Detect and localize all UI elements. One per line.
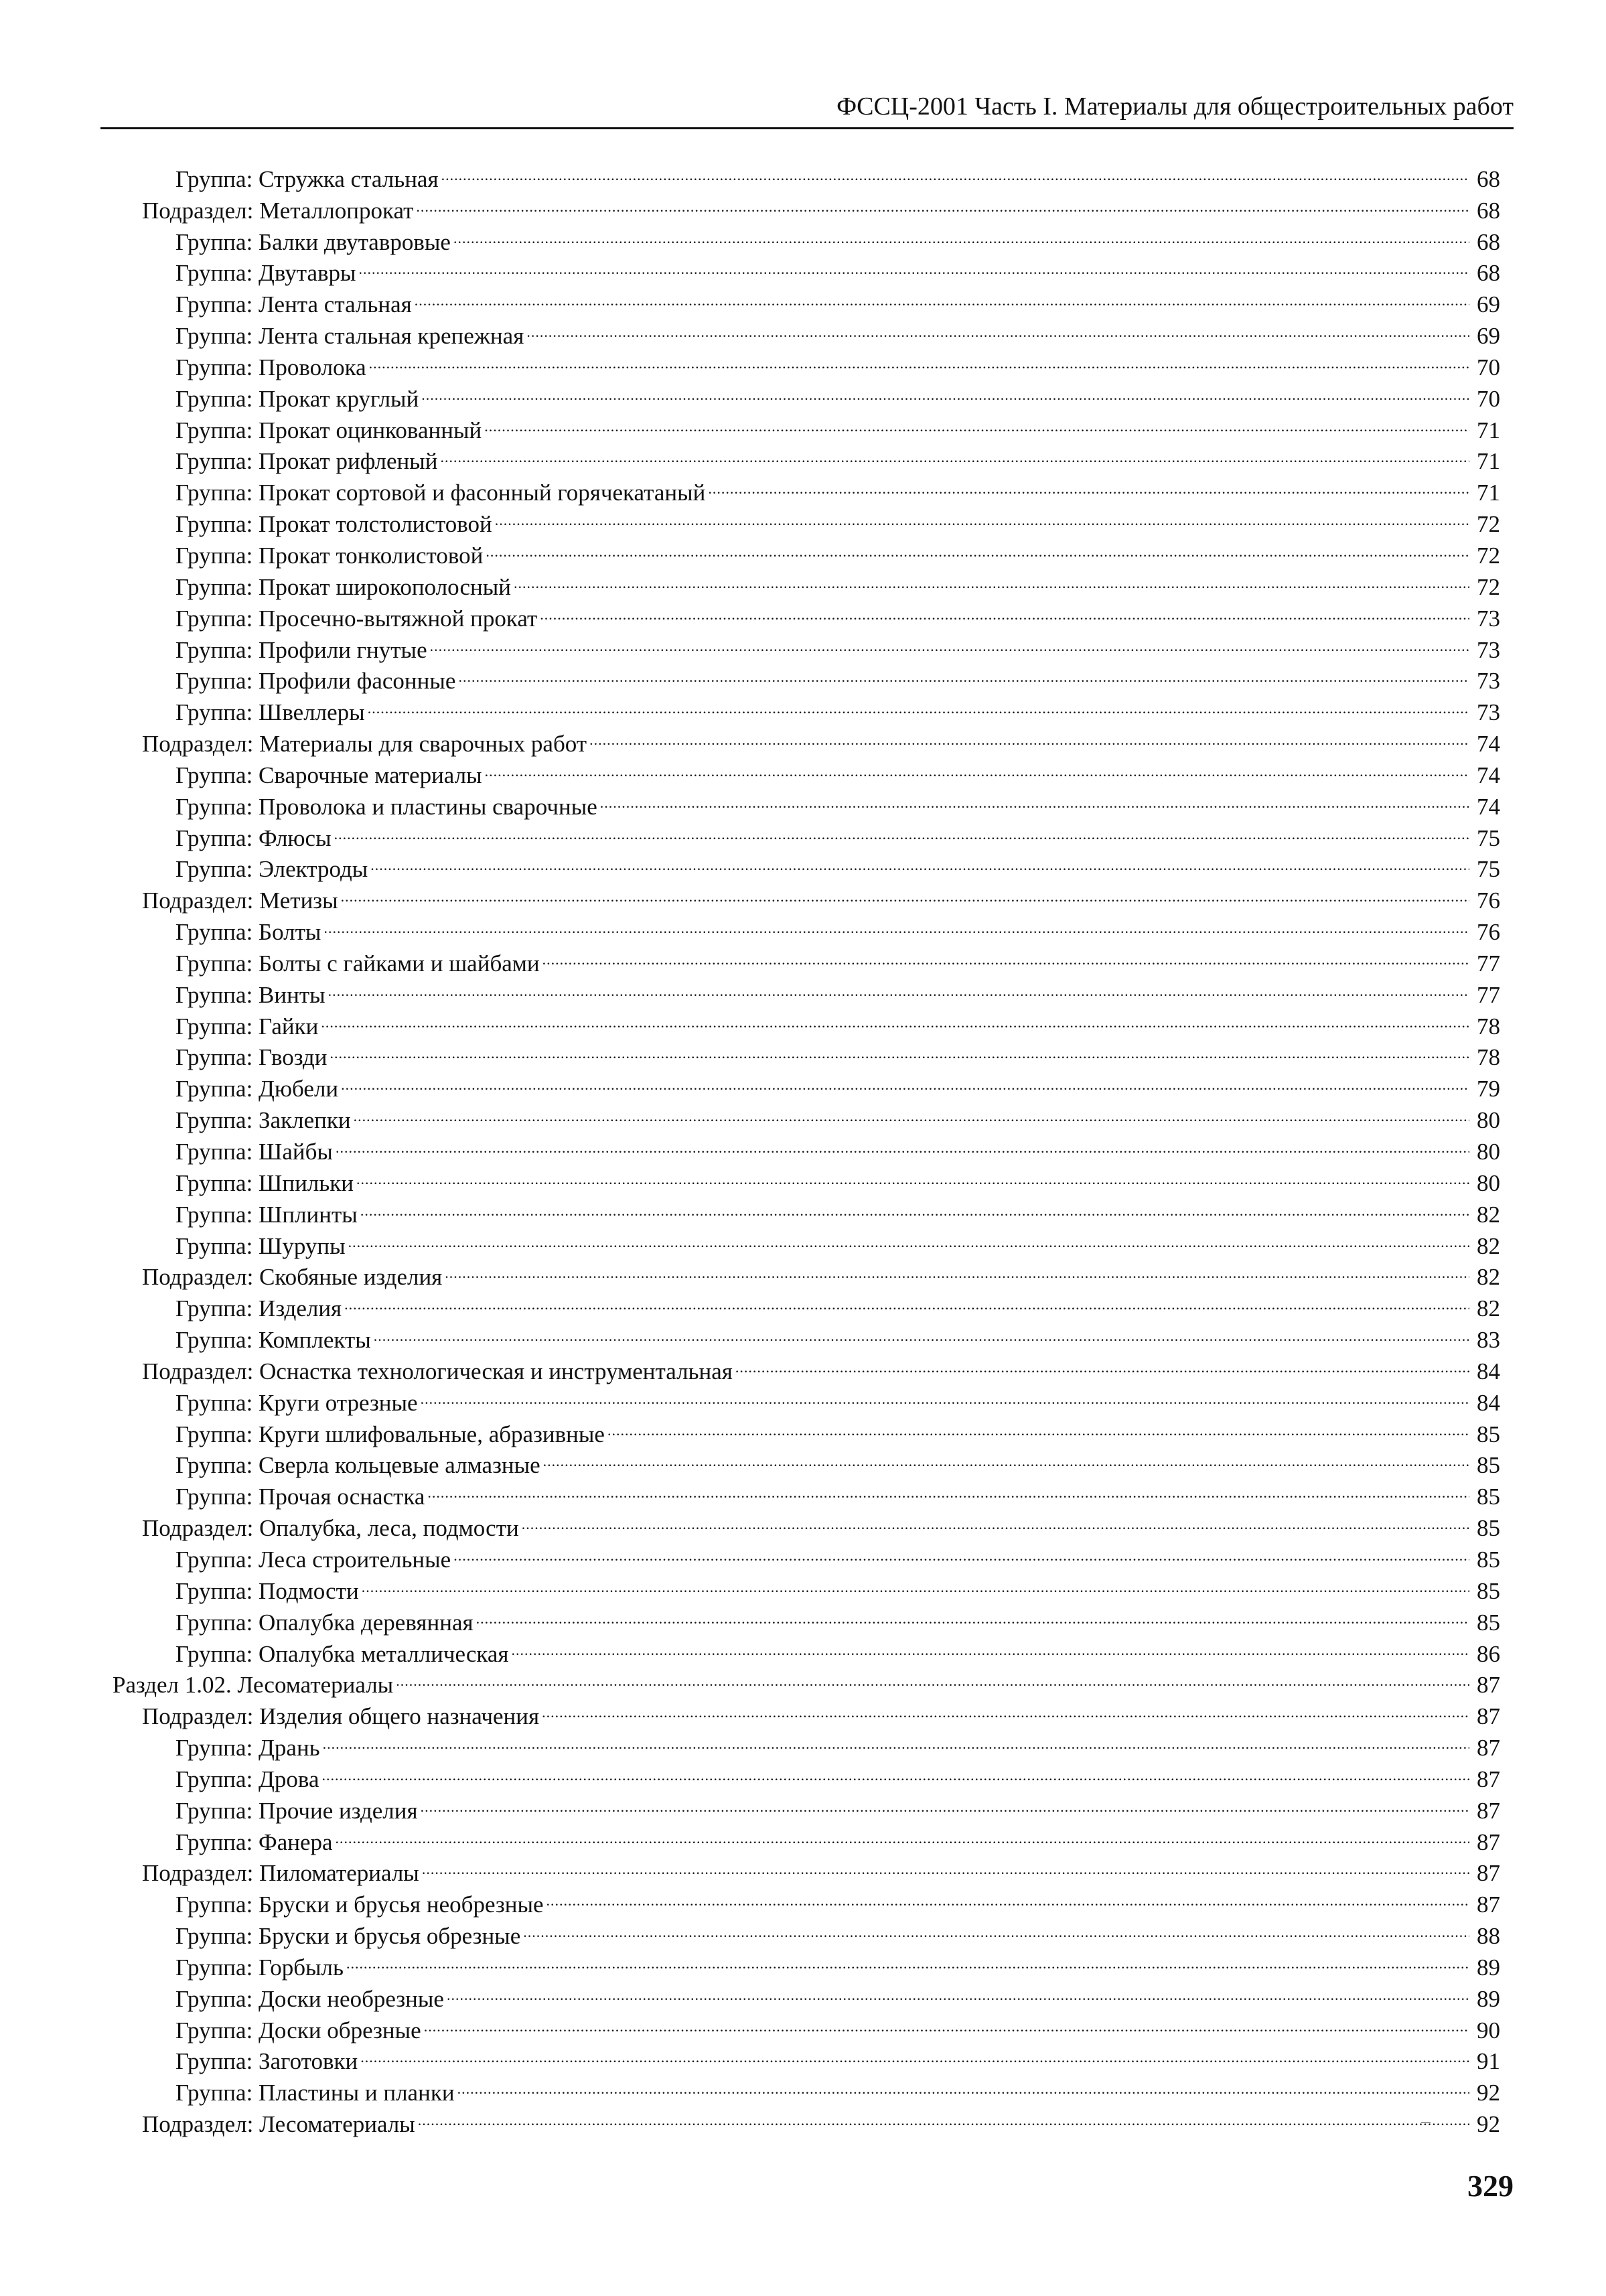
toc-entry-page: 87 <box>1477 1891 1500 1918</box>
toc-entry-label: Группа: Двутавры <box>175 260 356 287</box>
dot-leader <box>546 1881 1469 1912</box>
toc-entry-label: Группа: Прочие изделия <box>175 1797 418 1824</box>
toc-entry-label: Группа: Пластины и планки <box>175 2080 455 2106</box>
toc-entry-label: Подраздел: Пиломатериалы <box>142 1860 419 1887</box>
toc-entry-label: Группа: Стружка стальная <box>175 165 439 192</box>
toc-entry-label: Раздел 1.02. Лесоматериалы <box>113 1672 394 1699</box>
toc-entry-label: Группа: Прокат толстолистовой <box>175 511 492 538</box>
toc-entry-label: Группа: Фанера <box>175 1828 333 1855</box>
toc-entry-page: 87 <box>1477 1703 1500 1730</box>
dot-leader <box>542 1693 1469 1724</box>
dot-leader <box>600 783 1469 814</box>
dot-leader <box>522 1504 1469 1536</box>
toc-entry-label: Группа: Проволока <box>175 354 366 380</box>
toc-entry-page: 87 <box>1477 1672 1500 1699</box>
toc-entry-page: 80 <box>1477 1107 1500 1134</box>
toc-entry-page: 85 <box>1477 1484 1500 1510</box>
scan-mark <box>1421 2122 1431 2123</box>
toc-entry-label: Группа: Дюбели <box>175 1076 339 1102</box>
toc-entry-label: Группа: Электроды <box>175 856 368 883</box>
dot-leader <box>344 1285 1469 1316</box>
dot-leader <box>514 563 1469 595</box>
toc-entry-label: Группа: Комплекты <box>175 1327 371 1354</box>
dot-leader <box>458 658 1469 689</box>
toc-entry-label: Группа: Круги отрезные <box>175 1389 418 1416</box>
dot-leader <box>348 1222 1469 1254</box>
toc-entry-page: 68 <box>1477 260 1500 287</box>
dot-leader <box>457 2069 1469 2100</box>
toc-entry-label: Группа: Профили фасонные <box>175 668 456 695</box>
toc-entry-page: 82 <box>1477 1264 1500 1291</box>
dot-leader <box>424 2007 1469 2038</box>
toc-entry-page: 87 <box>1477 1766 1500 1792</box>
toc-entry-label: Подраздел: Скобяные изделия <box>142 1264 443 1291</box>
toc-entry-page: 91 <box>1477 2048 1500 2075</box>
toc-entry-page: 74 <box>1477 793 1500 820</box>
toc-entry-label: Группа: Шплинты <box>175 1201 358 1228</box>
toc-entry-page: 76 <box>1477 887 1500 914</box>
toc-entry-label: Группа: Профили гнутые <box>175 636 427 663</box>
toc-entry-page: 74 <box>1477 762 1500 788</box>
dot-leader <box>346 1944 1469 1975</box>
toc-entry-page: 69 <box>1477 291 1500 318</box>
toc-entry-page: 77 <box>1477 950 1500 977</box>
dot-leader <box>453 1536 1469 1567</box>
dot-leader <box>421 375 1469 407</box>
toc-entry-group <box>0 155 1606 192</box>
toc-entry-page: 75 <box>1477 824 1500 851</box>
toc-entry-label: Группа: Шурупы <box>175 1232 346 1259</box>
header-rule <box>100 127 1514 129</box>
toc-entry-page: 92 <box>1477 2111 1500 2138</box>
toc-entry-page: 68 <box>1477 228 1500 255</box>
toc-entry-label: Подраздел: Метизы <box>142 887 338 914</box>
dot-leader <box>330 1034 1469 1066</box>
toc-entry-page: 75 <box>1477 856 1500 883</box>
toc-entry-label: Группа: Опалубка металлическая <box>175 1640 509 1667</box>
dot-leader <box>341 877 1469 908</box>
toc-entry-page: 85 <box>1477 1546 1500 1573</box>
toc-entry-label: Группа: Прокат широкополосный <box>175 573 511 600</box>
page-number: 329 <box>1467 2169 1514 2203</box>
toc-entry-page: 70 <box>1477 354 1500 380</box>
toc-entry-label: Группа: Сверла кольцевые алмазные <box>175 1452 540 1479</box>
toc-entry-label: Подраздел: Металлопрокат <box>142 197 414 224</box>
toc-entry-label: Группа: Прокат рифленый <box>175 448 438 475</box>
toc-entry-page: 84 <box>1477 1358 1500 1384</box>
toc-entry-page: 87 <box>1477 1860 1500 1887</box>
dot-leader <box>321 1003 1469 1034</box>
toc-entry-label: Группа: Балки двутавровые <box>175 228 451 255</box>
toc-entry-page: 88 <box>1477 1923 1500 1950</box>
dot-leader <box>336 1128 1469 1159</box>
toc-entry-label: Группа: Заклепки <box>175 1107 351 1134</box>
toc-entry-page: 80 <box>1477 1169 1500 1196</box>
toc-entry-label: Группа: Заготовки <box>175 2048 358 2075</box>
toc-entry-page: 87 <box>1477 1828 1500 1855</box>
dot-leader <box>323 908 1469 940</box>
toc-entry-label: Группа: Круги шлифовальные, абразивные <box>175 1421 605 1447</box>
running-header-title: ФССЦ-2001 Часть I. Материалы для общестроительных работ <box>836 92 1514 121</box>
dot-leader <box>708 469 1469 500</box>
toc-entry-label: Группа: Флюсы <box>175 824 332 851</box>
toc-entry-page: 72 <box>1477 573 1500 600</box>
dot-leader <box>441 155 1469 187</box>
toc-entry-label: Группа: Болты <box>175 919 321 946</box>
dot-leader <box>476 1599 1469 1630</box>
dot-leader <box>430 626 1469 658</box>
dot-leader <box>328 971 1469 1003</box>
dot-leader <box>323 1724 1469 1755</box>
dot-leader <box>341 1065 1469 1096</box>
toc-entry-label: Группа: Дрань <box>175 1735 320 1762</box>
toc-entry-page: 90 <box>1477 2017 1500 2043</box>
toc-entry-page: 71 <box>1477 448 1500 475</box>
toc-entry-page: 83 <box>1477 1327 1500 1354</box>
dot-leader <box>484 407 1469 438</box>
toc-entry-label: Группа: Прочая оснастка <box>175 1484 425 1510</box>
toc-entry-label: Группа: Бруски и брусья обрезные <box>175 1923 521 1950</box>
table-of-contents <box>0 155 1606 2138</box>
toc-entry-page: 86 <box>1477 1640 1500 1667</box>
dot-leader <box>359 250 1469 281</box>
toc-entry-label: Группа: Лента стальная <box>175 291 412 318</box>
toc-entry-label: Группа: Винты <box>175 981 325 1008</box>
dot-leader <box>418 2100 1469 2132</box>
toc-entry-page: 70 <box>1477 385 1500 412</box>
dot-leader <box>421 1787 1469 1818</box>
toc-entry-page: 85 <box>1477 1421 1500 1447</box>
dot-leader <box>512 1630 1469 1662</box>
toc-entry-page: 85 <box>1477 1515 1500 1542</box>
toc-entry-label: Группа: Болты с гайками и шайбами <box>175 950 540 977</box>
toc-entry-page: 69 <box>1477 323 1500 350</box>
toc-entry-page: 77 <box>1477 981 1500 1008</box>
toc-entry-page: 89 <box>1477 1954 1500 1981</box>
toc-entry-label: Группа: Доски обрезные <box>175 2017 421 2043</box>
dot-leader <box>422 1850 1469 1881</box>
dot-leader <box>370 846 1469 877</box>
toc-entry-page: 73 <box>1477 668 1500 695</box>
toc-entry-label: Группа: Изделия <box>175 1295 342 1322</box>
dot-leader <box>360 2038 1469 2070</box>
toc-entry-label: Подраздел: Изделия общего назначения <box>142 1703 540 1730</box>
toc-entry-page: 78 <box>1477 1044 1500 1071</box>
toc-entry-label: Группа: Гайки <box>175 1013 319 1039</box>
toc-entry-label: Подраздел: Материалы для сварочных работ <box>142 731 587 758</box>
toc-entry-page: 76 <box>1477 919 1500 946</box>
dot-leader <box>362 1567 1469 1599</box>
toc-entry-label: Группа: Доски необрезные <box>175 1985 444 2012</box>
toc-entry-page: 68 <box>1477 165 1500 192</box>
toc-entry-label: Группа: Гвозди <box>175 1044 327 1071</box>
toc-entry-label: Группа: Сварочные материалы <box>175 762 482 788</box>
toc-entry-page: 80 <box>1477 1139 1500 1165</box>
toc-entry-page: 68 <box>1477 197 1500 224</box>
toc-entry-label: Группа: Лента стальная крепежная <box>175 323 524 350</box>
dot-leader <box>369 344 1469 375</box>
toc-entry-label: Группа: Швеллеры <box>175 699 365 726</box>
dot-leader <box>416 187 1469 218</box>
dot-leader <box>322 1755 1469 1787</box>
toc-entry-label: Подраздел: Оснастка технологическая и инструментальная <box>142 1358 733 1384</box>
toc-entry-label: Группа: Дрова <box>175 1766 319 1792</box>
dot-leader <box>360 1191 1469 1222</box>
dot-leader <box>589 720 1469 751</box>
toc-entry-page: 73 <box>1477 699 1500 726</box>
dot-leader <box>445 1254 1469 1285</box>
toc-entry-page: 78 <box>1477 1013 1500 1039</box>
toc-entry-label: Группа: Прокат тонколистовой <box>175 542 484 569</box>
toc-entry-label: Группа: Бруски и брусья необрезные <box>175 1891 544 1918</box>
dot-leader <box>440 438 1469 470</box>
toc-entry-label: Группа: Подмости <box>175 1577 359 1604</box>
toc-entry-page: 71 <box>1477 417 1500 443</box>
dot-leader <box>542 940 1469 971</box>
toc-entry-page: 82 <box>1477 1295 1500 1322</box>
toc-entry-page: 72 <box>1477 511 1500 538</box>
toc-entry-label: Группа: Просечно-вытяжной прокат <box>175 605 538 632</box>
dot-leader <box>396 1662 1469 1693</box>
toc-entry-label: Группа: Леса строительные <box>175 1546 451 1573</box>
toc-entry-page: 89 <box>1477 1985 1500 2012</box>
toc-entry-label: Группа: Прокат круглый <box>175 385 419 412</box>
toc-entry-page: 85 <box>1477 1452 1500 1479</box>
dot-leader <box>735 1348 1469 1379</box>
dot-leader <box>453 218 1469 250</box>
dot-leader <box>526 312 1469 344</box>
dot-leader <box>523 1912 1469 1944</box>
toc-entry-page: 74 <box>1477 731 1500 758</box>
toc-entry-label: Группа: Горбыль <box>175 1954 344 1981</box>
toc-entry-label: Группа: Опалубка деревянная <box>175 1609 473 1636</box>
toc-entry-page: 71 <box>1477 480 1500 506</box>
toc-entry-page: 73 <box>1477 605 1500 632</box>
toc-entry-page: 73 <box>1477 636 1500 663</box>
toc-entry-page: 92 <box>1477 2080 1500 2106</box>
toc-entry-page: 85 <box>1477 1609 1500 1636</box>
toc-entry-label: Группа: Прокат сортовой и фасонный горячекатаный <box>175 480 706 506</box>
toc-entry-page: 87 <box>1477 1797 1500 1824</box>
toc-entry-page: 79 <box>1477 1076 1500 1102</box>
dot-leader <box>368 689 1469 720</box>
toc-entry-page: 85 <box>1477 1577 1500 1604</box>
dot-leader <box>336 1818 1469 1850</box>
toc-entry-label: Подраздел: Опалубка, леса, подмости <box>142 1515 519 1542</box>
dot-leader <box>540 595 1469 626</box>
toc-entry-page: 82 <box>1477 1201 1500 1228</box>
toc-entry-label: Группа: Прокат оцинкованный <box>175 417 482 443</box>
dot-leader <box>447 1975 1469 2007</box>
toc-entry-label: Подраздел: Лесоматериалы <box>142 2111 415 2138</box>
toc-entry-page: 72 <box>1477 542 1500 569</box>
dot-leader <box>415 281 1469 312</box>
dot-leader <box>485 751 1469 783</box>
dot-leader <box>427 1473 1469 1504</box>
dot-leader <box>607 1411 1469 1442</box>
dot-leader <box>354 1096 1469 1128</box>
toc-entry-label: Группа: Проволока и пластины сварочные <box>175 793 597 820</box>
dot-leader <box>486 532 1469 563</box>
dot-leader <box>421 1379 1469 1411</box>
toc-entry-page: 82 <box>1477 1232 1500 1259</box>
dot-leader <box>356 1159 1469 1191</box>
toc-entry-label: Группа: Шайбы <box>175 1139 333 1165</box>
dot-leader <box>543 1442 1469 1474</box>
toc-entry-page: 84 <box>1477 1389 1500 1416</box>
toc-entry-page: 87 <box>1477 1735 1500 1762</box>
dot-leader <box>334 814 1469 846</box>
dot-leader <box>374 1316 1469 1348</box>
dot-leader <box>495 500 1469 532</box>
toc-entry-label: Группа: Шпильки <box>175 1169 354 1196</box>
